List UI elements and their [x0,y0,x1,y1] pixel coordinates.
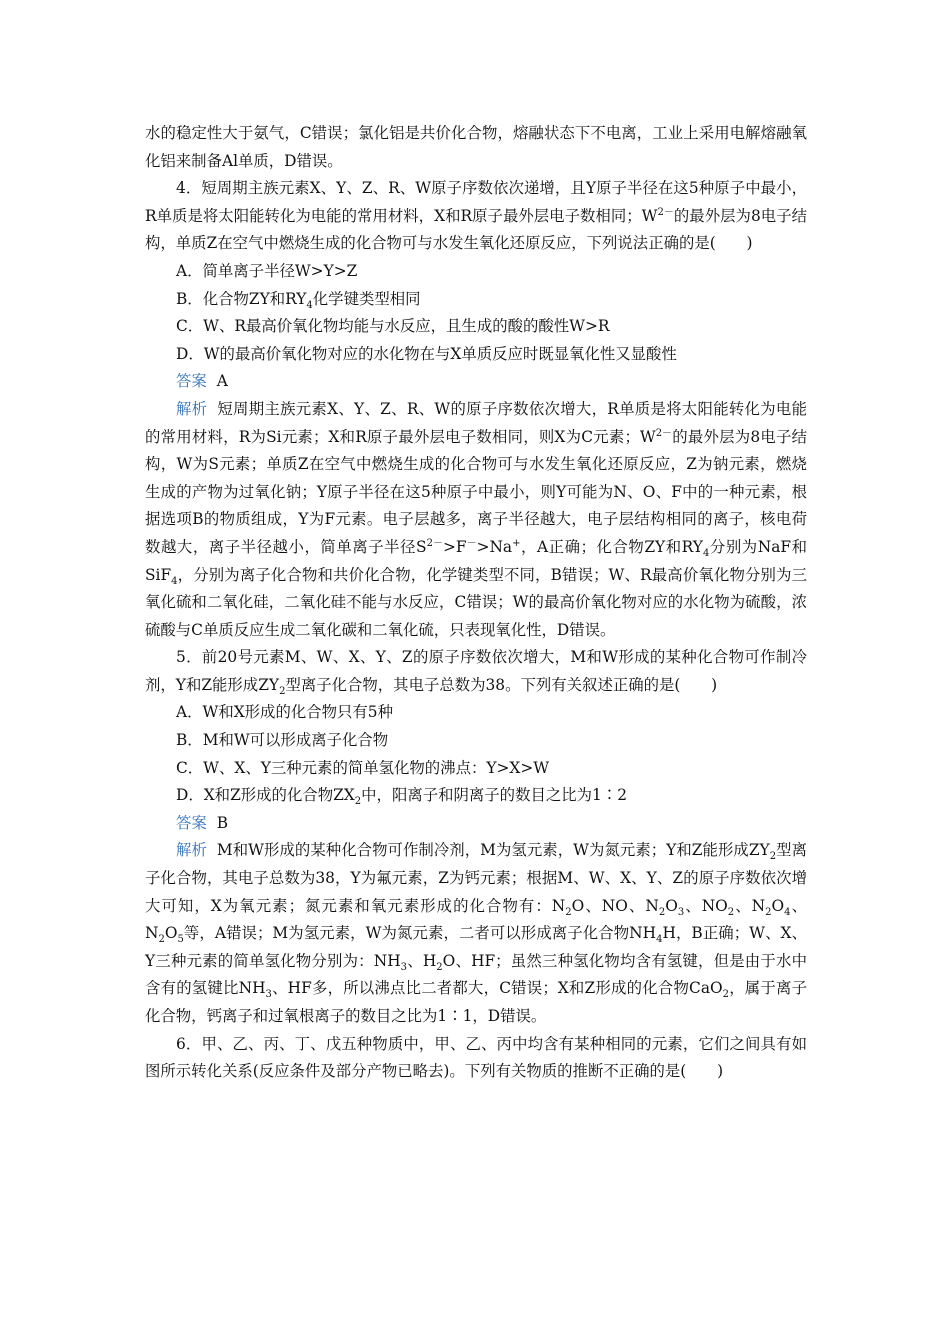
answer-label: 答案 [176,813,207,832]
question-4-answer: 答案 A [176,372,228,391]
question-4-option-c: C．W、R最高价氧化物均能与水反应，且生成的酸的酸性W>R [176,317,610,336]
analysis-label: 解析 [176,399,208,418]
analysis-label: 解析 [176,841,207,860]
question-5-option-c: C．W、X、Y三种元素的简单氢化物的沸点：Y>X>W [176,758,550,777]
page-content [145,120,807,1086]
question-5-option-d: D．X和Z形成的化合物$ZX_2$中，阳离子和阴离子的数目之比为1∶2 [176,786,627,808]
question-5-stem: 5．前20号元素M、W、X、Y、Z的原子序数依次增大，M和W形成的某种化合物可作制冷剂，Y和Z能形成$ZY_2$型离子化合物，其电子总数为38。下列有关叙述正确的是( ) [145,648,807,697]
continuation-paragraph: 水的稳定性大于氨气，C错误；氯化铝是共价化合物，熔融状态下不电离，工业上采用电解熔融氧化铝来制备Al单质，D错误。 [145,124,807,170]
question-4-option-b: B．化合物ZY和$RY_4$化学键类型相同 [176,289,421,311]
question-4-option-a: A．简单离子半径W>Y>Z [176,261,358,280]
question-5-answer: 答案 B [176,813,229,832]
question-4-stem: 4．短周期主族元素X、Y、Z、R、W原子序数依次递增，且Y原子半径在这5种原子中最小，R单质是将太阳能转化为电能的常用材料，X和R原子最外层电子数相同；$W^{2-}$的最外层为8电子结构，单质Z在空气中燃烧生成的化合物可与水发生氧化还原反应，下列说法正确的是( ) [145,179,808,253]
question-6-stem: 6．甲、乙、丙、丁、戊五种物质中，甲、乙、丙中均含有某种相同的元素，它们之间具有如图所示转化关系(反应条件及部分产物已略去)。下列有关物质的推断不正确的是( ) [145,1034,807,1081]
question-4-option-d: D．W的最高价氧化物对应的水化物在与X单质反应时既显氧化性又显酸性 [176,344,677,363]
question-5-option-a: A．W和X形成的化合物只有5种 [176,703,393,722]
question-4-analysis: 解析 短周期主族元素X、Y、Z、R、W的原子序数依次增大，R单质是将太阳能转化为电能的常用材料，R为Si元素；X和R原子最外层电子数相同，则X为C元素；$W^{2-}$的最外层为8电子结构，W为S元素；单质Z在空气中燃烧生成的化合物可与水发生氧化还原反应，Z为钠元素，燃烧生成的产物为过氧化钠；Y原子半径在这5种原子中最小，则Y可能为N、O、F中的一种元素，根据选项B的物质组成，Y为F元素。电子层越多，离子半径越大，电子层结构相同的离子，核电荷数越大，离子半径越小，简单离子半径$S^{2-}>F^->Na^+$，A正确；化合物ZY和$RY_4$分别为NaF和SiF$_4$，分别为离子化合物和共价化合物，化学键类型不同，B错误；W、R最高价氧化物分别为三氧化硫和二氧化硅，二氧化硅不能与水反应，C错误；W的最高价氧化物对应的水化物为硫酸，浓硫酸与C单质反应生成二氧化碳和二氧化硫，只表现氧化性，D错误。 [145,399,808,639]
question-5-analysis: 解析 M和W形成的某种化合物可作制冷剂，M为氢元素，W为氮元素；Y和Z能形成$ZY_2$型离子化合物，其电子总数为38，Y为氟元素，Z为钙元素；根据M、W、X、Y、Z的原子序数依次增大可知，X为氧元素；氮元素和氧元素形成的化合物有：$N_2O$、NO、$N_2O_3$、$NO_2$、$N_2O_4$、$N_2O_5$等，A错误；M为氢元素，W为氮元素，二者可以形成离子化合物$NH_4H$，B正确；W、X、Y三种元素的简单氢化物分别为：$NH_3$、$H_2O$、HF；虽然三种氢化物均含有氢键，但是由于水中含有的氢键比$NH_3$、HF多，所以沸点比二者都大，C错误；X和Z形成的化合物CaO$_2$，属于离子化合物，钙离子和过氧根离子的数目之比为1∶1，D错误。 [145,841,807,1025]
answer-label: 答案 [176,372,207,391]
question-5-option-b: B．M和W可以形成离子化合物 [176,731,389,750]
